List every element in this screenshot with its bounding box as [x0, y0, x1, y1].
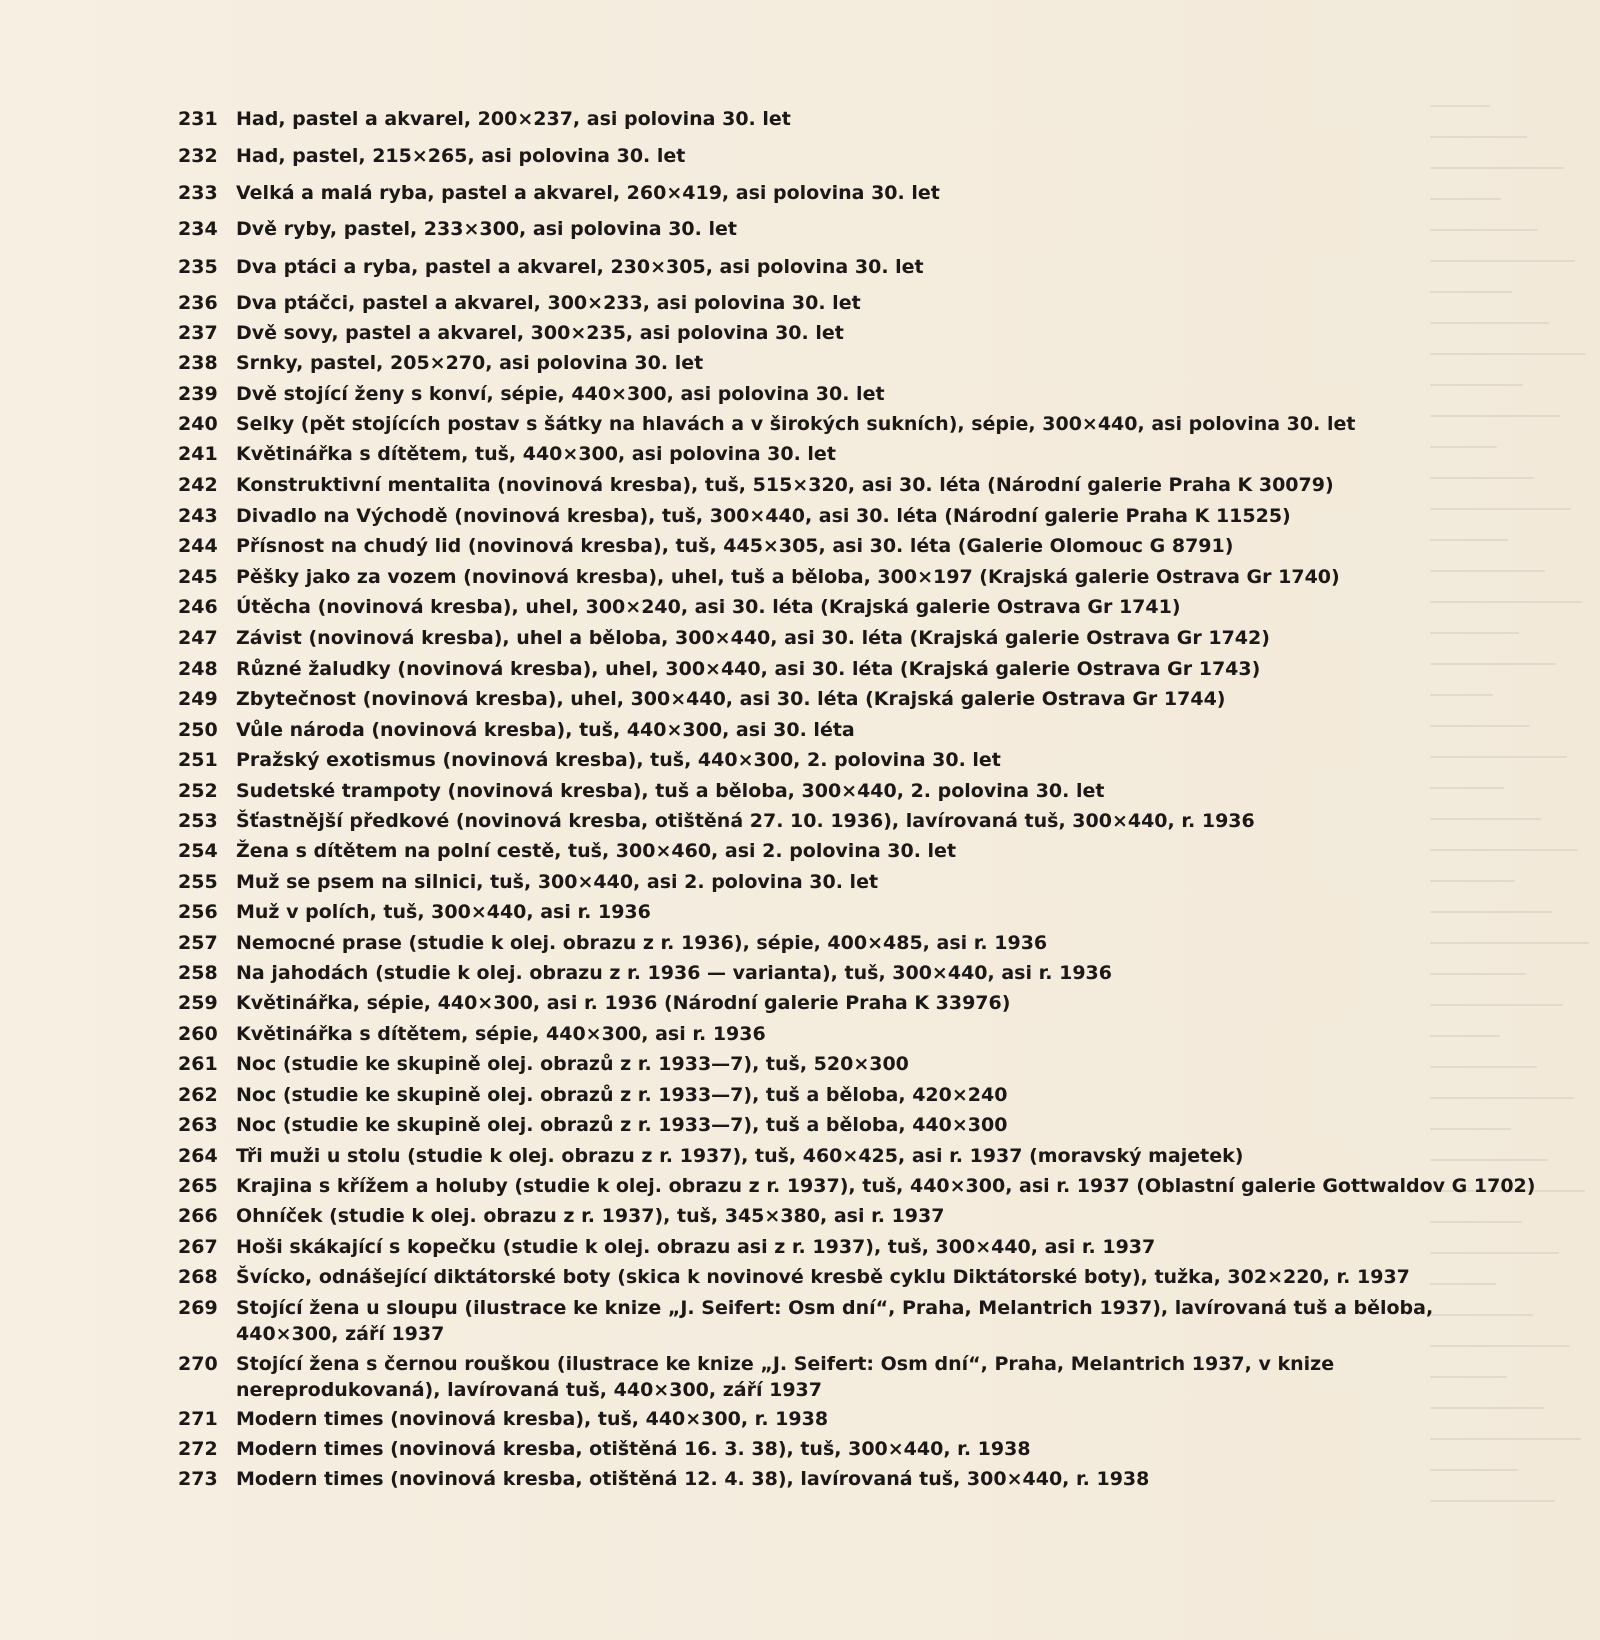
show-through-line: [1430, 880, 1515, 882]
show-through-line: [1430, 787, 1504, 789]
catalog-entry: [178, 143, 685, 169]
catalog-entry: [178, 1406, 828, 1432]
entry-description: Stojící žena u sloupu (ilustrace ke knize „J. Seifert: Osm dní“, Praha, Melantrich 1937), lavírovaná tuš a běloba, 440×300, září 1937: [236, 1297, 1434, 1345]
show-through-line: [1430, 725, 1530, 727]
entry-number: 262: [178, 1084, 218, 1106]
entry-number: 267: [178, 1236, 218, 1258]
entry-description: Dvě ryby, pastel, 233×300, asi polovina 30. let: [236, 218, 737, 240]
entry-number: 232: [178, 145, 218, 167]
entry-number: 272: [178, 1438, 218, 1460]
catalog-entry: [178, 1021, 766, 1047]
catalog-entry: [178, 472, 1334, 498]
entry-description: Srnky, pastel, 205×270, asi polovina 30. let: [236, 352, 704, 374]
show-through-line: [1430, 973, 1526, 975]
catalog-entry: [178, 1173, 1535, 1199]
entry-description: Švícko, odnášející diktátorské boty (skica k novinové kresbě cyklu Diktátorské boty), tužka, 302×220, r. 1937: [236, 1266, 1410, 1288]
entry-number: 255: [178, 871, 218, 893]
entry-number: 253: [178, 810, 218, 832]
show-through-line: [1430, 1159, 1548, 1161]
show-through-line: [1430, 1128, 1511, 1130]
catalog-entry: [178, 717, 855, 743]
entry-number: 257: [178, 932, 218, 954]
entry-description: Dva ptáčci, pastel a akvarel, 300×233, asi polovina 30. let: [236, 292, 861, 314]
catalog-entry: [178, 990, 1010, 1016]
entry-description: Sudetské trampoty (novinová kresba), tuš a běloba, 300×440, 2. polovina 30. let: [236, 780, 1105, 802]
entry-description: Závist (novinová kresba), uhel a běloba, 300×440, asi 30. léta (Krajská galerie Ostrava Gr 1742): [236, 627, 1270, 649]
entry-description: Ohníček (studie k olej. obrazu z r. 1937), tuš, 345×380, asi r. 1937: [236, 1205, 945, 1227]
catalog-entry: [178, 503, 1291, 529]
entry-description: Modern times (novinová kresba, otištěná 16. 3. 38), tuš, 300×440, r. 1938: [236, 1438, 1031, 1460]
show-through-line: [1430, 415, 1560, 417]
show-through-line: [1430, 508, 1571, 510]
show-through-line: [1430, 353, 1586, 355]
catalog-entry: [178, 216, 737, 242]
entry-number: 250: [178, 719, 218, 741]
catalog-entry: [178, 808, 1255, 834]
entry-number: 269: [178, 1297, 218, 1319]
entry-description: Nemocné prase (studie k olej. obrazu z r. 1936), sépie, 400×485, asi r. 1936: [236, 932, 1048, 954]
catalog-entry: [178, 1051, 909, 1077]
show-through-line: [1430, 1066, 1537, 1068]
catalog-entry: [178, 1143, 1243, 1169]
catalog-entry: [178, 564, 1340, 590]
entry-description: Útěcha (novinová kresba), uhel, 300×240, asi 30. léta (Krajská galerie Ostrava Gr 1741): [236, 596, 1181, 618]
catalog-entry: [178, 1295, 1471, 1347]
entry-description: Květinářka s dítětem, tuš, 440×300, asi polovina 30. let: [236, 443, 836, 465]
entry-number: 244: [178, 535, 218, 557]
entry-number: 258: [178, 962, 218, 984]
show-through-line: [1430, 694, 1493, 696]
show-through-line: [1430, 601, 1582, 603]
catalog-entry: [178, 381, 885, 407]
entry-number: 235: [178, 256, 218, 278]
entry-number: 260: [178, 1023, 218, 1045]
show-through-line: [1430, 539, 1508, 541]
entry-description: Dvě sovy, pastel a akvarel, 300×235, asi polovina 30. let: [236, 322, 844, 344]
entry-description: Různé žaludky (novinová kresba), uhel, 300×440, asi 30. léta (Krajská galerie Ostrava Gr 1743): [236, 658, 1261, 680]
catalog-entry: [178, 1264, 1410, 1290]
show-through-line: [1430, 1469, 1518, 1471]
catalog-entry: [178, 441, 836, 467]
entry-description: Noc (studie ke skupině olej. obrazů z r. 1933—7), tuš a běloba, 440×300: [236, 1114, 1008, 1136]
show-through-line: [1430, 570, 1545, 572]
entry-number: 246: [178, 596, 218, 618]
catalog-entry: [178, 254, 924, 280]
entry-description: Modern times (novinová kresba), tuš, 440×300, r. 1938: [236, 1408, 829, 1430]
catalog-entry: [178, 290, 861, 316]
show-through-line: [1430, 1035, 1500, 1037]
entry-number: 248: [178, 658, 218, 680]
entry-number: 261: [178, 1053, 218, 1075]
show-through-line: [1430, 291, 1512, 293]
show-through-line: [1430, 1438, 1581, 1440]
entry-number: 241: [178, 443, 218, 465]
entry-number: 273: [178, 1468, 218, 1490]
show-through-line: [1430, 663, 1556, 665]
entry-number: 256: [178, 901, 218, 923]
show-through-line: [1430, 167, 1564, 169]
entry-description: Vůle národa (novinová kresba), tuš, 440×300, asi 30. léta: [236, 719, 855, 741]
entry-description: Muž se psem na silnici, tuš, 300×440, asi 2. polovina 30. let: [236, 871, 879, 893]
entry-number: 233: [178, 182, 218, 204]
catalog-entry: [178, 838, 956, 864]
catalog-entry: [178, 1351, 1471, 1403]
entry-description: Žena s dítětem na polní cestě, tuš, 300×460, asi 2. polovina 30. let: [236, 840, 957, 862]
entry-description: Přísnost na chudý lid (novinová kresba), tuš, 445×305, asi 30. léta (Galerie Olomouc G 8791): [236, 535, 1234, 557]
show-through-line: [1430, 229, 1538, 231]
show-through-line: [1430, 1252, 1559, 1254]
entry-number: 239: [178, 383, 218, 405]
entry-number: 247: [178, 627, 218, 649]
entry-description: Zbytečnost (novinová kresba), uhel, 300×440, asi 30. léta (Krajská galerie Ostrava Gr 1744): [236, 688, 1226, 710]
entry-number: 231: [178, 108, 218, 130]
show-through-line: [1430, 818, 1541, 820]
entry-description: Velká a malá ryba, pastel a akvarel, 260×419, asi polovina 30. let: [236, 182, 940, 204]
entry-number: 243: [178, 505, 218, 527]
catalog-entry: [178, 1112, 1007, 1138]
entry-description: Šťastnější předkové (novinová kresba, otištěná 27. 10. 1936), lavírovaná tuš, 300×440, r. 1936: [236, 810, 1255, 832]
entry-description: Květinářka, sépie, 440×300, asi r. 1936 (Národní galerie Praha K 33976): [236, 992, 1011, 1014]
show-through-line: [1430, 260, 1575, 262]
entry-description: Květinářka s dítětem, sépie, 440×300, asi r. 1936: [236, 1023, 766, 1045]
entry-description: Tři muži u stolu (studie k olej. obrazu z r. 1937), tuš, 460×425, asi r. 1937 (moravský majetek): [236, 1145, 1244, 1167]
show-through-line: [1430, 1004, 1563, 1006]
entry-number: 263: [178, 1114, 218, 1136]
catalog-entry: [178, 686, 1225, 712]
entry-description: Noc (studie ke skupině olej. obrazů z r. 1933—7), tuš a běloba, 420×240: [236, 1084, 1008, 1106]
entry-description: Selky (pět stojících postav s šátky na hlavách a v širokých sukních), sépie, 300×440, asi polovina 30. let: [236, 413, 1356, 435]
entry-description: Divadlo na Východě (novinová kresba), tuš, 300×440, asi 30. léta (Národní galerie Praha K 11525): [236, 505, 1291, 527]
show-through-line: [1430, 477, 1534, 479]
catalog-entry: [178, 594, 1181, 620]
entry-description: Pražský exotismus (novinová kresba), tuš, 440×300, 2. polovina 30. let: [236, 749, 1001, 771]
catalog-entry: [178, 1203, 944, 1229]
entry-number: 266: [178, 1205, 218, 1227]
entry-description: Had, pastel, 215×265, asi polovina 30. let: [236, 145, 686, 167]
entry-number: 249: [178, 688, 218, 710]
catalog-entry: [178, 106, 791, 132]
show-through-line: [1430, 911, 1552, 913]
show-through-line: [1430, 942, 1589, 944]
catalog-entry: [178, 930, 1047, 956]
entry-number: 259: [178, 992, 218, 1014]
entry-description: Noc (studie ke skupině olej. obrazů z r. 1933—7), tuš, 520×300: [236, 1053, 909, 1075]
entry-number: 236: [178, 292, 218, 314]
catalog-entry: [178, 1466, 1149, 1492]
catalog-entry: [178, 350, 703, 376]
catalog-entry: [178, 180, 940, 206]
entry-number: 240: [178, 413, 218, 435]
entry-description: Had, pastel a akvarel, 200×237, asi polovina 30. let: [236, 108, 791, 130]
entry-number: 245: [178, 566, 218, 588]
entry-number: 264: [178, 1145, 218, 1167]
entry-number: 252: [178, 780, 218, 802]
show-through-line: [1430, 1283, 1496, 1285]
entry-number: 271: [178, 1408, 218, 1430]
entry-number: 265: [178, 1175, 218, 1197]
show-through-line: [1430, 1407, 1544, 1409]
catalog-entry: [178, 869, 878, 895]
entry-description: Krajina s křížem a holuby (studie k olej. obrazu z r. 1937), tuš, 440×300, asi r. 1937 (Oblastní galerie Gottwaldov G 1702): [236, 1175, 1536, 1197]
entry-description: Modern times (novinová kresba, otištěná 12. 4. 38), lavírovaná tuš, 300×440, r. 1938: [236, 1468, 1150, 1490]
catalog-entry: [178, 960, 1112, 986]
entry-number: 270: [178, 1353, 218, 1375]
entry-number: 242: [178, 474, 218, 496]
entry-description: Dva ptáci a ryba, pastel a akvarel, 230×305, asi polovina 30. let: [236, 256, 924, 278]
entry-description: Stojící žena s černou rouškou (ilustrace ke knize „J. Seifert: Osm dní“, Praha, Melantrich 1937, v knize nereprodukovaná), lavírovaná tuš, 440×300, září 1937: [236, 1353, 1335, 1401]
show-through-line: [1430, 136, 1527, 138]
show-through-line: [1430, 322, 1549, 324]
show-through-line: [1430, 756, 1567, 758]
catalog-entry: [178, 1234, 1155, 1260]
catalog-entry: [178, 656, 1260, 682]
entry-number: 238: [178, 352, 218, 374]
catalog-entry: [178, 411, 1355, 437]
entry-description: Muž v polích, tuš, 300×440, asi r. 1936: [236, 901, 651, 923]
show-through-line: [1430, 1221, 1522, 1223]
catalog-entry: [178, 778, 1104, 804]
catalog-entry: [178, 1436, 1031, 1462]
entry-number: 254: [178, 840, 218, 862]
show-through-line: [1430, 105, 1490, 107]
show-through-line: [1430, 384, 1523, 386]
entry-description: Pěšky jako za vozem (novinová kresba), uhel, tuš a běloba, 300×197 (Krajská galerie Ostrava Gr 1740): [236, 566, 1340, 588]
catalog-entry: [178, 320, 844, 346]
entry-number: 251: [178, 749, 218, 771]
show-through-line: [1430, 1500, 1555, 1502]
entry-number: 268: [178, 1266, 218, 1288]
entry-number: 234: [178, 218, 218, 240]
show-through-line: [1430, 632, 1519, 634]
show-through-line: [1430, 446, 1497, 448]
catalog-entry: [178, 533, 1233, 559]
show-through-line: [1430, 198, 1501, 200]
catalog-entry: [178, 1082, 1007, 1108]
catalog-entry: [178, 747, 1001, 773]
entry-number: 237: [178, 322, 218, 344]
entry-description: Dvě stojící ženy s konví, sépie, 440×300, asi polovina 30. let: [236, 383, 885, 405]
entry-description: Konstruktivní mentalita (novinová kresba), tuš, 515×320, asi 30. léta (Národní galerie Praha K 30079): [236, 474, 1334, 496]
catalog-entry: [178, 625, 1270, 651]
entry-description: Na jahodách (studie k olej. obrazu z r. 1936 — varianta), tuš, 300×440, asi r. 1936: [236, 962, 1112, 984]
show-through-line: [1430, 849, 1578, 851]
entry-description: Hoši skákající s kopečku (studie k olej. obrazu asi z r. 1937), tuš, 300×440, asi r. 1937: [236, 1236, 1156, 1258]
show-through-line: [1430, 1097, 1574, 1099]
catalog-entry: [178, 899, 651, 925]
